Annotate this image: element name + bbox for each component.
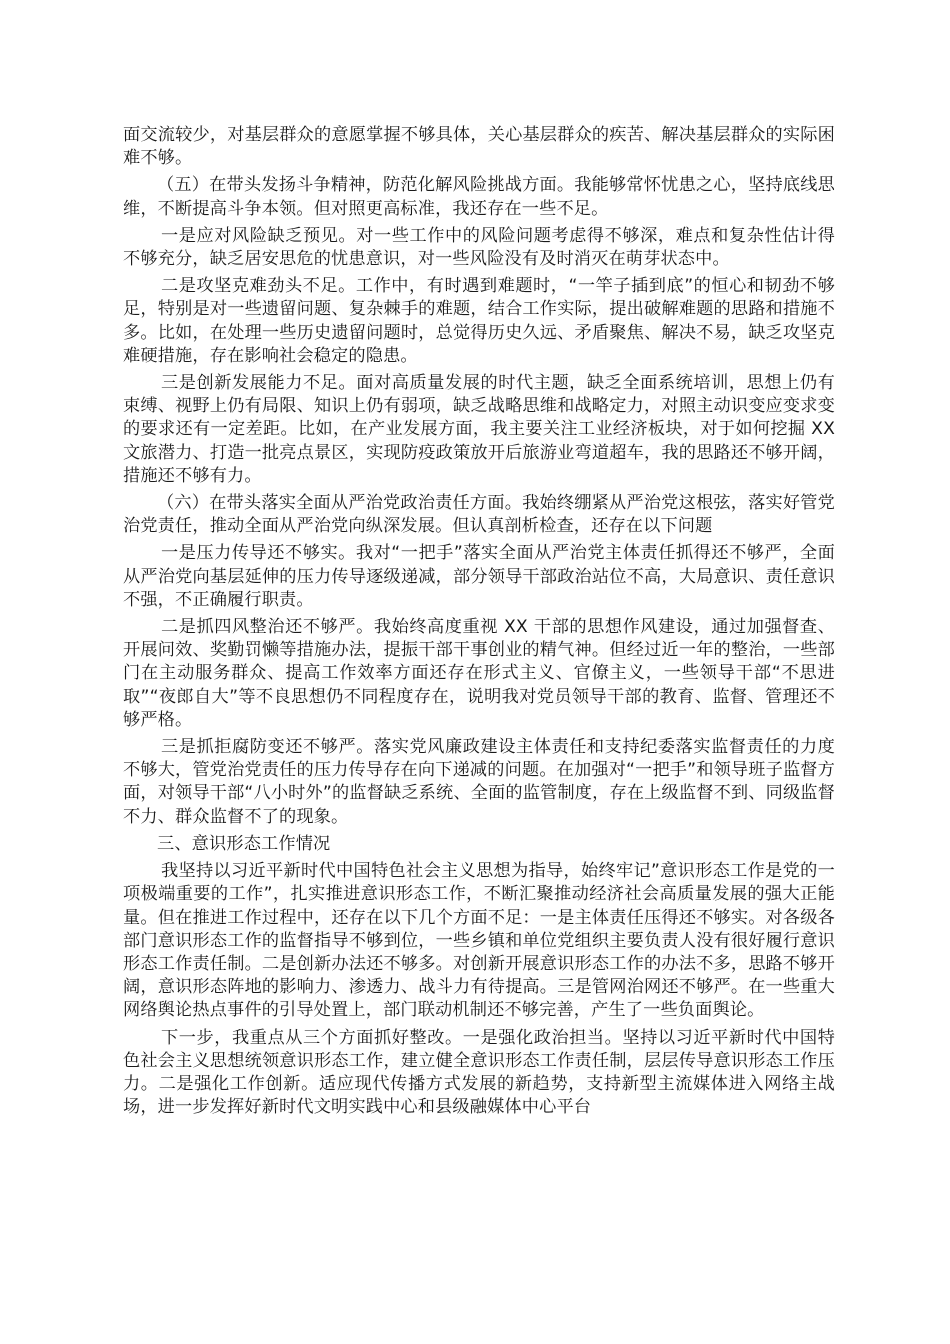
section-five-heading-paragraph: （五）在带头发扬斗争精神，防范化解风险挑战方面。我能够常怀忧患之心，坚持底线思维，不断提高斗争本领。但对照更高标准，我还存在一些不足。 [123, 175, 835, 219]
paragraph-tackling-difficulties: 二是攻坚克难劲头不足。工作中，有时遇到难题时，“一竿子插到底”的恒心和韧劲不够足，特别是对一些遗留问题、复杂棘手的难题，结合工作实际，提出破解难题的思路和措施不多。比如，在处理一些历史遗留问题时，总觉得历史久远、矛盾聚焦、解决不易，缺乏攻坚克难硬措施，存在影响社会稳定的隐患。 [123, 276, 835, 366]
paragraph-risk-foresight: 一是应对风险缺乏预见。对一些工作中的风险问题考虑得不够深，难点和复杂性估计得不够充分，缺乏居安思危的忧患意识，对一些风险没有及时消灭在萌芽状态中。 [123, 225, 835, 270]
paragraph-anti-corruption: 三是抓拒腐防变还不够严。落实党风廉政建设主体责任和支持纪委落实监督责任的力度不够大，管党治党责任的压力传导存在向下递减的问题。在加强对“一把手”和领导班子监督方面，对领导干部“八小时外”的监督缺乏系统、全面的监管制度，存在上级监督不到、同级监督不力、群众监督不了的现象。 [123, 737, 835, 827]
section-three-heading: 三、意识形态工作情况 [157, 833, 331, 854]
document-body [123, 124, 835, 1119]
paragraph-four-styles: 二是抓四风整治还不够严。我始终高度重视 XX 干部的思想作风建设，通过加强督查、开展问效、奖勤罚懒等措施办法，提振干部干事创业的精气神。但经过近一年的整治，一些部门在主动服务群众、提高工作效率方面还存在形式主义、官僚主义，一些领导干部“不思进取”“夜郎自大”等不良思想仍不同程度存在，说明我对党员领导干部的教育、监督、管理还不够严格。 [123, 617, 835, 730]
paragraph-continuation: 面交流较少，对基层群众的意愿掌握不够具体，关心基层群众的疾苦、解决基层群众的实际困难不够。 [123, 125, 835, 169]
paragraph-next-steps: 下一步，我重点从三个方面抓好整改。一是强化政治担当。坚持以习近平新时代中国特色社会主义思想统领意识形态工作，建立健全意识形态工作责任制，层层传导意识形态工作压力。二是强化工作创新。适应现代传播方式发展的新趋势，支持新型主流媒体进入网络主战场，进一步发挥好新时代文明实践中心和县级融媒体中心平台 [123, 1027, 835, 1118]
paragraph-innovation-capacity: 三是创新发展能力不足。面对高质量发展的时代主题，缺乏全面系统培训，思想上仍有束缚、视野上仍有局限、知识上仍有弱项，缺乏战略思维和战略定力，对照主动识变应变求变的要求还有一定差距。比如，在产业发展方面，我主要关注工业经济板块，对于如何挖掘 XX 文旅潜力、打造一批亮点景区，实现防疫政策放开后旅游业弯道超车，我的思路还不够开阔，措施还不够有力。 [123, 373, 835, 486]
paragraph-ideology-work: 我坚持以习近平新时代中国特色社会主义思想为指导，始终牢记”意识形态工作是党的一项极端重要的工作”，扎实推进意识形态工作，不断汇聚推动经济社会高质量发展的强大正能量。但在推进工作过程中，还存在以下几个方面不足：一是主体责任压得还不够实。对各级各部门意识形态工作的监督指导不够到位，一些乡镇和单位党组织主要负责人没有很好履行意识形态工作责任制。二是创新办法还不够多。对创新开展意识形态工作的办法不多，思路不够开阔，意识形态阵地的影响力、渗透力、战斗力有待提高。三是管网治网还不够严。在一些重大网络舆论热点事件的引导处置上，部门联动机制还不够完善，产生了一些负面舆论。 [123, 861, 835, 1021]
section-six-heading-paragraph: （六）在带头落实全面从严治党政治责任方面。我始终绷紧从严治党这根弦，落实好管党治党责任，推动全面从严治党向纵深发展。但认真剖析检查，还存在以下问题 [123, 493, 835, 537]
paragraph-pressure-transmission: 一是压力传导还不够实。我对“一把手”落实全面从严治党主体责任抓得还不够严，全面从严治党向基层延伸的压力传导逐级递减，部分领导干部政治站位不高，大局意识、责任意识不强，不正确履行职责。 [123, 543, 835, 610]
